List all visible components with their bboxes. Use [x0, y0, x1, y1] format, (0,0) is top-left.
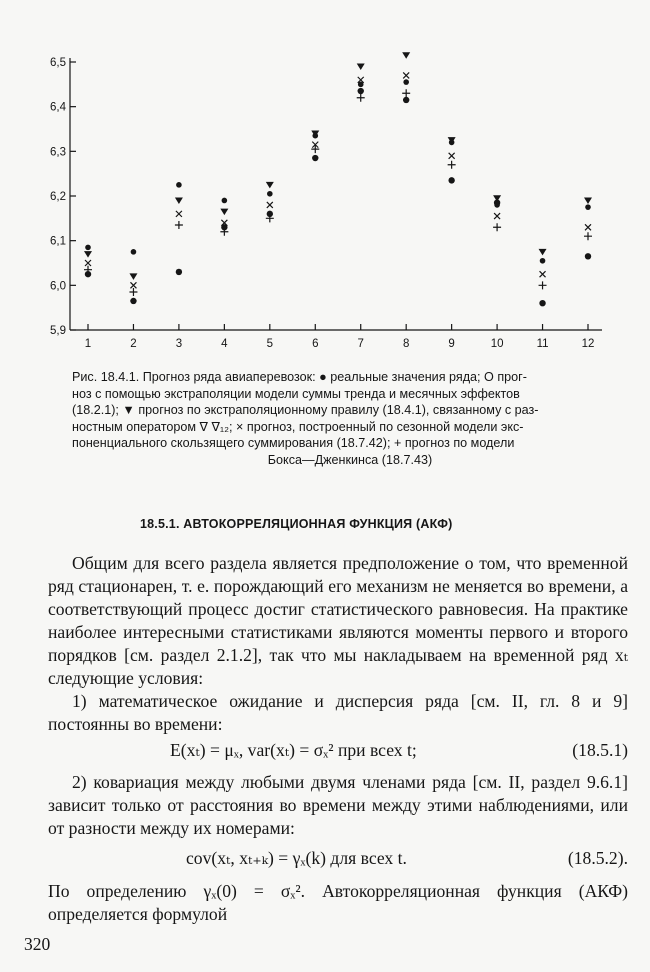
x-tick-label: 11	[536, 338, 549, 350]
smoothing-forecast-cross	[585, 224, 591, 230]
smoothing-forecast-cross	[403, 72, 409, 78]
x-tick-label: 2	[130, 338, 137, 350]
operator-forecast-triangle	[493, 195, 501, 202]
box-jenkins-forecast-plus	[357, 94, 365, 102]
actual-value-dot	[585, 253, 591, 259]
equation-number: (18.5.1)	[572, 740, 628, 760]
data-points	[84, 52, 592, 306]
caption-line: поненциального скользящего суммирования (18.7.42); + прогноз по модели	[72, 436, 515, 450]
box-jenkins-forecast-plus	[129, 288, 137, 296]
operator-forecast-triangle	[220, 209, 228, 216]
paragraph-condition-1	[48, 690, 628, 736]
smoothing-forecast-cross	[267, 202, 273, 208]
y-tick-label: 6,3	[50, 146, 66, 159]
smoothing-forecast-cross	[494, 213, 500, 219]
operator-forecast-triangle	[539, 249, 547, 256]
trend-model-forecast-circle	[222, 198, 228, 204]
x-tick-label: 12	[581, 338, 595, 350]
x-tick-label: 1	[84, 338, 92, 350]
actual-value-dot	[176, 269, 182, 275]
operator-forecast-triangle	[402, 52, 410, 59]
operator-forecast-triangle	[84, 251, 92, 258]
x-tick-label: 7	[357, 338, 364, 350]
equation-number: (18.5.2).	[567, 848, 628, 868]
actual-value-dot	[312, 155, 318, 161]
smoothing-forecast-cross	[449, 153, 455, 159]
x-tick-label: 10	[490, 338, 504, 350]
y-tick-label: 6,2	[50, 191, 66, 203]
trend-model-forecast-circle	[540, 258, 546, 264]
operator-forecast-triangle	[584, 197, 592, 204]
trend-model-forecast-circle	[403, 79, 409, 85]
box-jenkins-forecast-plus	[402, 89, 410, 97]
smoothing-forecast-cross	[130, 282, 136, 288]
box-jenkins-forecast-plus	[266, 214, 274, 222]
operator-forecast-triangle	[448, 137, 456, 144]
trend-model-forecast-circle	[494, 202, 500, 208]
box-jenkins-forecast-plus	[175, 221, 183, 229]
operator-forecast-triangle	[129, 273, 137, 280]
y-tick-label: 6,1	[50, 235, 66, 248]
x-tick-label: 9	[448, 338, 455, 350]
x-tick-label: 8	[402, 338, 410, 350]
caption-line: ноз с помощью экстраполяции модели суммы тренда и месячных эффектов	[72, 386, 520, 401]
box-jenkins-forecast-plus	[584, 232, 592, 240]
y-axis-ticks	[50, 57, 76, 337]
chart-axes	[70, 58, 602, 330]
x-tick-label: 4	[221, 338, 228, 350]
box-jenkins-forecast-plus	[84, 266, 92, 274]
operator-forecast-triangle	[311, 130, 319, 137]
caption-line: ностным оператором ∇ ∇₁₂; × прогноз, построенный по сезонной модели экс-	[72, 419, 524, 434]
paragraph-stationarity	[48, 552, 628, 690]
paragraph-text: Общим для всего раздела является предположение о том, что временной ряд стационарен, т. е. порождающий его механизм не меняется во времени, а соответствующий процесс достиг статистического равновесия. На практике наиболее интересными статистиками являются моменты первого и второго порядков [см. раздел 2.1.2], так что мы накладываем на временной ряд xₜ следующие условия:	[48, 553, 628, 688]
trend-model-forecast-circle	[176, 182, 182, 188]
smoothing-forecast-cross	[176, 211, 182, 217]
box-jenkins-forecast-plus	[220, 228, 228, 236]
actual-value-dot	[539, 300, 545, 306]
actual-value-dot	[358, 88, 364, 94]
paragraph-condition-2	[48, 771, 628, 840]
actual-value-dot	[130, 298, 136, 304]
trend-model-forecast-circle	[85, 245, 91, 251]
x-axis-ticks	[85, 324, 595, 350]
box-jenkins-forecast-plus	[493, 223, 501, 231]
equation-18-5-1: E(xₜ) = μₓ, var(xₜ) = σₓ² при всех t;	[170, 740, 417, 760]
caption-line: Рис. 18.4.1. Прогноз ряда авиаперевозок: ● реальные значения ряда; O прог-	[72, 370, 527, 384]
actual-value-dot	[403, 97, 409, 103]
section-title: 18.5.1. АВТОКОРРЕЛЯЦИОННАЯ ФУНКЦИЯ (АКФ)	[140, 517, 453, 531]
forecast-scatter-chart	[0, 0, 650, 360]
paragraph-text: По определению γₓ(0) = σₓ². Автокорреляционная функция (АКФ) определяется формулой	[48, 881, 628, 924]
actual-value-dot	[448, 177, 454, 183]
caption-line: Бокса—Дженкинса (18.7.43)	[267, 452, 433, 467]
page-number: 320	[24, 934, 51, 954]
x-tick-label: 3	[175, 338, 183, 350]
figure-caption	[72, 369, 628, 468]
x-tick-label: 5	[266, 338, 274, 350]
paragraph-text: 2) ковариация между любыми двумя членами ряда [см. II, раздел 9.6.1] зависит только от расстояния во времени между этими наблюдениями, или от разности между их номерами:	[48, 772, 628, 838]
box-jenkins-forecast-plus	[311, 145, 319, 153]
trend-model-forecast-circle	[131, 249, 137, 255]
paragraph-text: 1) математическое ожидание и дисперсия ряда [см. II, гл. 8 и 9] постоянны во времени:	[48, 691, 628, 734]
caption-line: (18.2.1); ▼ прогноз по экстраполяционному правилу (18.4.1), связанному с раз-	[72, 403, 539, 417]
equation-18-5-2: cov(xₜ, xₜ₊ₖ) = γₓ(k) для всех t.	[186, 848, 407, 868]
paragraph-definition	[48, 880, 628, 926]
smoothing-forecast-cross	[540, 271, 546, 277]
trend-model-forecast-circle	[585, 204, 591, 210]
smoothing-forecast-cross	[85, 260, 91, 266]
operator-forecast-triangle	[266, 182, 274, 189]
y-tick-label: 6,5	[50, 57, 66, 69]
trend-model-forecast-circle	[267, 191, 273, 197]
y-tick-label: 6,0	[50, 280, 66, 293]
y-tick-label: 5,9	[50, 325, 66, 337]
box-jenkins-forecast-plus	[539, 281, 547, 289]
x-tick-label: 6	[312, 338, 319, 350]
operator-forecast-triangle	[175, 197, 183, 204]
y-tick-label: 6,4	[50, 101, 66, 114]
operator-forecast-triangle	[357, 63, 365, 70]
box-jenkins-forecast-plus	[448, 161, 456, 169]
